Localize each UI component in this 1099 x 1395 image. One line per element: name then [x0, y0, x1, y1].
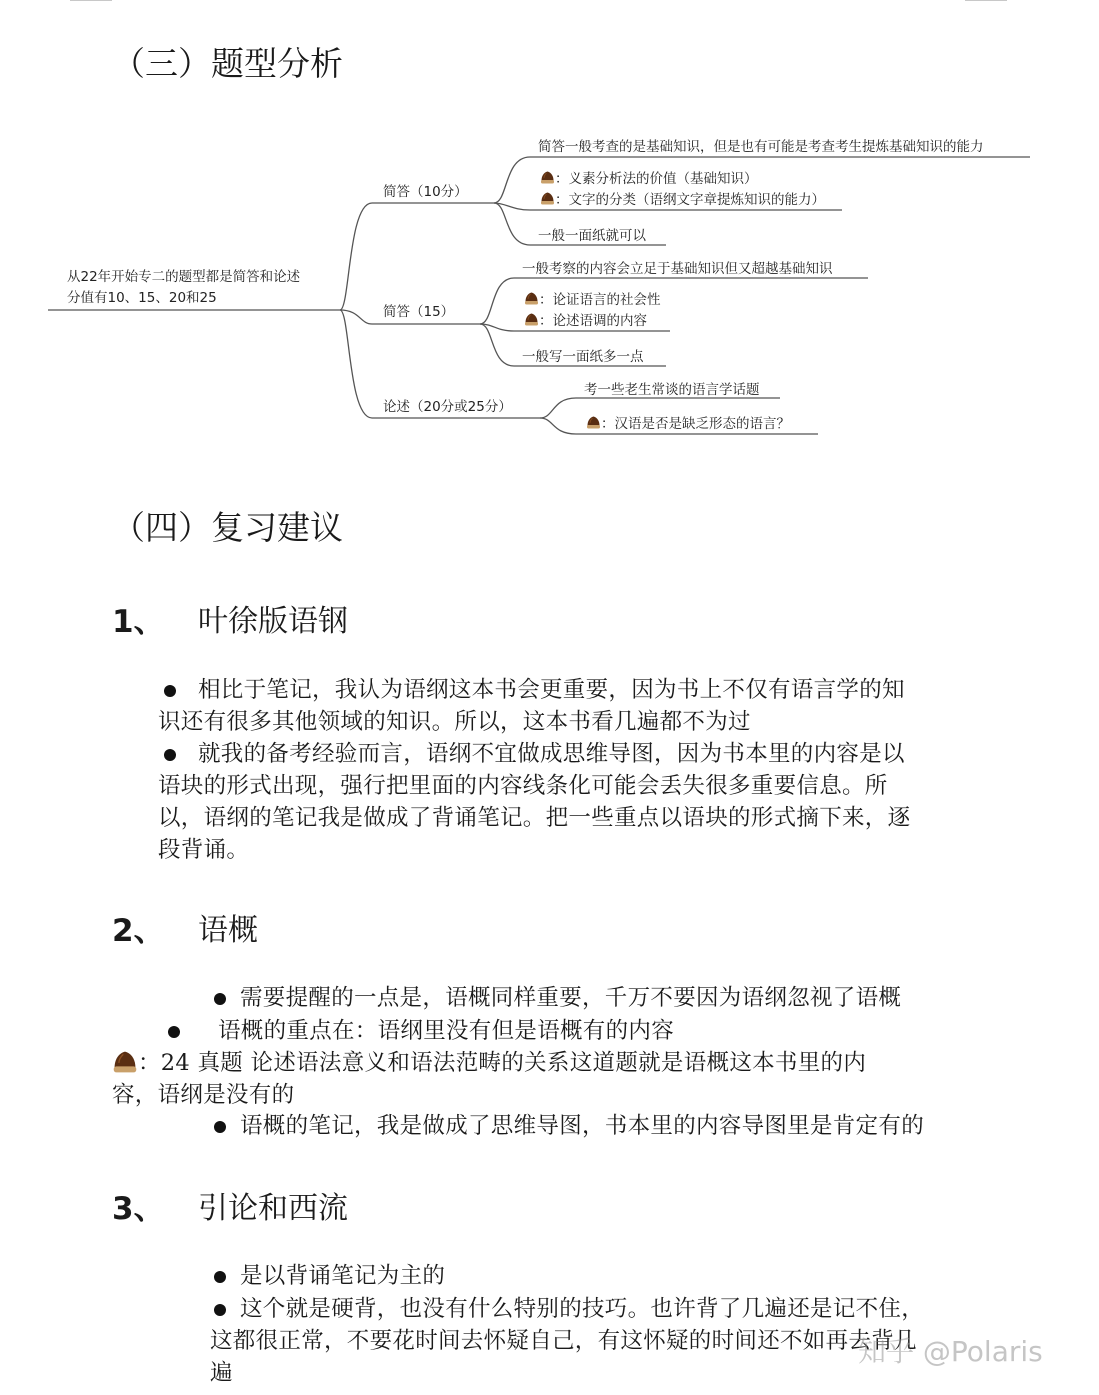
chestnut-icon	[524, 292, 539, 305]
chestnut-icon	[112, 1050, 138, 1074]
mindmap-b1-child-2b: ：文字的分类（语纲文字章提炼知识的能力）	[540, 190, 825, 211]
mindmap-b1-child-3: 一般一面纸就可以	[538, 228, 646, 244]
mindmap-b2-child-2a: ：论证语言的社会性	[524, 290, 661, 311]
item3-title: 引论和西流	[198, 1191, 348, 1226]
chestnut-icon	[524, 313, 539, 326]
mindmap-b1-child-1: 简答一般考查的是基础知识，但是也有可能是考查考生提炼基础知识的能力	[538, 139, 984, 155]
item1-title: 叶徐版语钢	[198, 604, 348, 639]
mindmap-root-line2: 分值有10、15、20和25	[67, 290, 217, 306]
bullet-dot	[164, 749, 176, 761]
mindmap-b3-child-2: ：汉语是否是缺乏形态的语言？	[586, 412, 790, 432]
bullet-dot	[164, 685, 176, 697]
bullet-dot	[168, 1026, 180, 1038]
item3-bullet1: 是以背诵笔记为主的	[214, 1260, 445, 1292]
section3-heading: （三）题型分析	[112, 44, 343, 83]
mindmap-b3-child-1: 考一些老生常谈的语言学话题	[584, 382, 760, 398]
mindmap-b2-child-1: 一般考察的内容会立足于基础知识但又超越基础知识	[522, 261, 833, 277]
mindmap-branch-2: 简答（15）	[383, 304, 455, 320]
item1-bullet1: 相比于笔记，我认为语纲这本书会更重要，因为书上不仅有语言学的知 识还有很多其他领域的知识。所以，这本书看几遍都不为过	[158, 677, 905, 735]
mindmap-root-line1: 从22年开始专二的题型都是简答和论述	[67, 269, 301, 285]
item2-bullet3: 语概的笔记，我是做成了思维导图，书本里的内容导图里是肯定有的	[214, 1110, 924, 1142]
mindmap-branch-1: 简答（10分）	[383, 184, 468, 200]
mindmap-b1-child-2	[540, 169, 825, 211]
mindmap-b2-child-2b: ：论述语调的内容	[524, 311, 661, 332]
item3-number: 3、	[112, 1191, 165, 1227]
chestnut-icon	[540, 192, 555, 205]
section4-heading: （四）复习建议	[112, 508, 343, 547]
item2-bullet1: 需要提醒的一点是，语概同样重要，千万不要因为语纲忽视了语概	[214, 982, 901, 1014]
mindmap-b2-child-2	[524, 290, 661, 332]
item2-title: 语概	[198, 913, 258, 948]
mindmap-b1-child-2a: ：义素分析法的价值（基础知识）	[540, 169, 825, 190]
mindmap-b2-child-3: 一般写一面纸多一点	[522, 349, 644, 365]
item3-bullet2: 这个就是硬背，也没有什么特别的技巧。也许背了几遍还是记不住， 这都很正常，不要花时间去怀疑自己，有这怀疑的时间还不如再去背几 遍	[210, 1296, 925, 1386]
bullet-dot	[214, 1304, 226, 1316]
item2-bullet2: 语概的重点在：语纲里没有但是语概有的内容	[168, 1015, 674, 1047]
watermark: 知乎 @Polaris	[858, 1335, 1043, 1368]
bullet-dot	[214, 993, 226, 1005]
item1-bullet2: 就我的备考经验而言，语纲不宜做成思维导图，因为书本里的内容是以 语块的形式出现，强行把里面的内容线条化可能会丢失很多重要信息。所 以，语纲的笔记我是做成了背诵笔记。把一些重点以语块的形式摘下来，逐 段背诵。	[158, 741, 911, 863]
chestnut-icon	[586, 416, 601, 429]
bullet-dot	[214, 1121, 226, 1133]
bullet-dot	[214, 1271, 226, 1283]
mindmap-branch-3: 论述（20分或25分）	[383, 399, 512, 415]
item1-number: 1、	[112, 604, 165, 640]
chestnut-icon	[540, 171, 555, 184]
item2-example: ：24 真题 论述语法意义和语法范畴的关系这道题就是语概这本书里的内 容，语纲是没有的	[112, 1050, 867, 1108]
item2-number: 2、	[112, 913, 165, 949]
mindmap-root	[67, 267, 300, 309]
